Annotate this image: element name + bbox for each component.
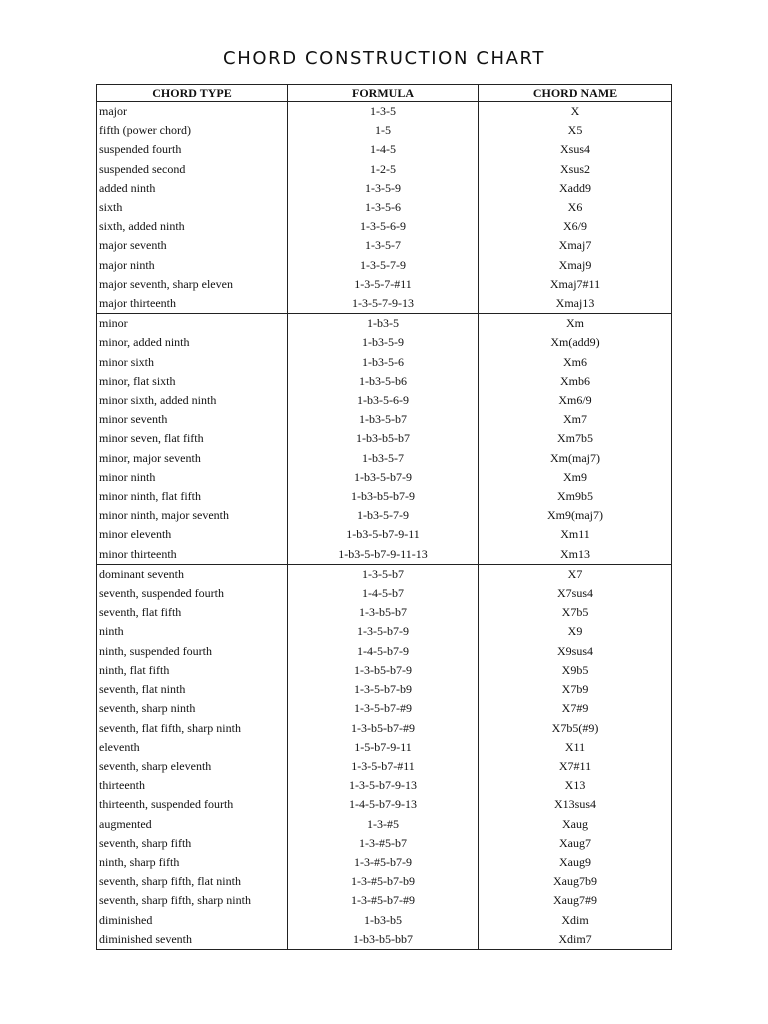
formula-cell: 1-b3-5-7-9 bbox=[288, 506, 479, 525]
chord-type-cell: suspended fourth bbox=[97, 140, 288, 159]
chord-name-cell: Xdim7 bbox=[479, 930, 672, 950]
chord-type-cell: seventh, sharp fifth bbox=[97, 834, 288, 853]
chord-name-cell: Xmb6 bbox=[479, 372, 672, 391]
chord-type-cell: seventh, flat fifth bbox=[97, 603, 288, 622]
formula-cell: 1-3-5-7-#11 bbox=[288, 275, 479, 294]
chord-type-cell: minor eleventh bbox=[97, 525, 288, 544]
chord-type-cell: suspended second bbox=[97, 160, 288, 179]
table-row bbox=[97, 834, 672, 853]
formula-cell: 1-b3-5-b7-9 bbox=[288, 468, 479, 487]
formula-cell: 1-b3-5-7 bbox=[288, 449, 479, 468]
chord-name-cell: X9sus4 bbox=[479, 642, 672, 661]
formula-cell: 1-b3-5 bbox=[288, 314, 479, 334]
table-row bbox=[97, 487, 672, 506]
chord-type-cell: dominant seventh bbox=[97, 564, 288, 584]
chord-type-cell: seventh, sharp eleventh bbox=[97, 757, 288, 776]
chord-name-cell: Xadd9 bbox=[479, 179, 672, 198]
table-row bbox=[97, 449, 672, 468]
chord-name-cell: Xaug bbox=[479, 815, 672, 834]
chord-name-cell: X bbox=[479, 102, 672, 122]
table-row bbox=[97, 410, 672, 429]
chord-type-cell: minor, major seventh bbox=[97, 449, 288, 468]
table-row bbox=[97, 372, 672, 391]
chord-name-cell: X7#11 bbox=[479, 757, 672, 776]
table-row bbox=[97, 930, 672, 950]
chord-type-cell: major seventh, sharp eleven bbox=[97, 275, 288, 294]
table-row bbox=[97, 757, 672, 776]
formula-cell: 1-3-#5-b7-#9 bbox=[288, 891, 479, 910]
table-row bbox=[97, 853, 672, 872]
chord-table bbox=[96, 84, 672, 950]
chord-type-cell: diminished bbox=[97, 911, 288, 930]
table-row bbox=[97, 140, 672, 159]
formula-cell: 1-b3-b5 bbox=[288, 911, 479, 930]
chord-name-cell: Xm(maj7) bbox=[479, 449, 672, 468]
table-row bbox=[97, 275, 672, 294]
chord-name-cell: Xm9(maj7) bbox=[479, 506, 672, 525]
table-row bbox=[97, 680, 672, 699]
chord-type-cell: thirteenth bbox=[97, 776, 288, 795]
chord-type-cell: seventh, sharp fifth, flat ninth bbox=[97, 872, 288, 891]
formula-cell: 1-3-5-6 bbox=[288, 198, 479, 217]
major-chords-group bbox=[97, 102, 672, 314]
chord-type-cell: augmented bbox=[97, 815, 288, 834]
chord-name-cell: Xaug7#9 bbox=[479, 891, 672, 910]
chord-type-cell: sixth, added ninth bbox=[97, 217, 288, 236]
table-row bbox=[97, 468, 672, 487]
chord-type-cell: ninth, suspended fourth bbox=[97, 642, 288, 661]
chord-name-cell: Xsus2 bbox=[479, 160, 672, 179]
chord-name-cell: Xmaj7#11 bbox=[479, 275, 672, 294]
table-row bbox=[97, 217, 672, 236]
chord-name-cell: X7sus4 bbox=[479, 584, 672, 603]
formula-cell: 1-5-b7-9-11 bbox=[288, 738, 479, 757]
formula-cell: 1-3-#5 bbox=[288, 815, 479, 834]
formula-cell: 1-3-5-b7-#9 bbox=[288, 699, 479, 718]
table-row bbox=[97, 236, 672, 255]
chord-name-cell: X7 bbox=[479, 564, 672, 584]
formula-cell: 1-3-5-b7 bbox=[288, 564, 479, 584]
chord-type-cell: minor seventh bbox=[97, 410, 288, 429]
formula-cell: 1-3-5-7-9-13 bbox=[288, 294, 479, 314]
chord-type-cell: seventh, suspended fourth bbox=[97, 584, 288, 603]
chord-name-cell: X7b9 bbox=[479, 680, 672, 699]
formula-cell: 1-3-#5-b7 bbox=[288, 834, 479, 853]
formula-cell: 1-4-5-b7-9 bbox=[288, 642, 479, 661]
table-row bbox=[97, 333, 672, 352]
table-row bbox=[97, 545, 672, 565]
chord-type-cell: seventh, flat ninth bbox=[97, 680, 288, 699]
chord-name-cell: Xm6/9 bbox=[479, 391, 672, 410]
chord-type-cell: ninth, flat fifth bbox=[97, 661, 288, 680]
chord-type-cell: ninth, sharp fifth bbox=[97, 853, 288, 872]
column-header-chord-name: CHORD NAME bbox=[479, 85, 672, 102]
chord-type-cell: major seventh bbox=[97, 236, 288, 255]
table-row bbox=[97, 160, 672, 179]
formula-cell: 1-b3-5-b6 bbox=[288, 372, 479, 391]
formula-cell: 1-3-b5-b7-#9 bbox=[288, 719, 479, 738]
formula-cell: 1-3-#5-b7-9 bbox=[288, 853, 479, 872]
table-row bbox=[97, 429, 672, 448]
chord-type-cell: seventh, flat fifth, sharp ninth bbox=[97, 719, 288, 738]
formula-cell: 1-3-5-9 bbox=[288, 179, 479, 198]
chord-name-cell: X13 bbox=[479, 776, 672, 795]
chord-name-cell: X6 bbox=[479, 198, 672, 217]
chord-name-cell: Xaug7b9 bbox=[479, 872, 672, 891]
chord-name-cell: Xmaj7 bbox=[479, 236, 672, 255]
chord-type-cell: minor ninth bbox=[97, 468, 288, 487]
formula-cell: 1-3-b5-b7-9 bbox=[288, 661, 479, 680]
chord-name-cell: X7#9 bbox=[479, 699, 672, 718]
table-row bbox=[97, 776, 672, 795]
formula-cell: 1-3-#5-b7-b9 bbox=[288, 872, 479, 891]
chord-type-cell: major bbox=[97, 102, 288, 122]
chord-name-cell: X13sus4 bbox=[479, 795, 672, 814]
chord-name-cell: Xm7 bbox=[479, 410, 672, 429]
chord-name-cell: X11 bbox=[479, 738, 672, 757]
chord-type-cell: minor, added ninth bbox=[97, 333, 288, 352]
formula-cell: 1-b3-5-b7 bbox=[288, 410, 479, 429]
chord-name-cell: Xm13 bbox=[479, 545, 672, 565]
header-row bbox=[97, 85, 672, 102]
table-row bbox=[97, 564, 672, 584]
chord-name-cell: Xm9 bbox=[479, 468, 672, 487]
chord-name-cell: Xm9b5 bbox=[479, 487, 672, 506]
formula-cell: 1-3-5-b7-9-13 bbox=[288, 776, 479, 795]
formula-cell: 1-b3-b5-b7 bbox=[288, 429, 479, 448]
formula-cell: 1-3-b5-b7 bbox=[288, 603, 479, 622]
table-row bbox=[97, 506, 672, 525]
table-row bbox=[97, 102, 672, 122]
chord-type-cell: added ninth bbox=[97, 179, 288, 198]
chord-type-cell: seventh, sharp ninth bbox=[97, 699, 288, 718]
table-row bbox=[97, 622, 672, 641]
table-row bbox=[97, 584, 672, 603]
table-row bbox=[97, 719, 672, 738]
formula-cell: 1-b3-5-6-9 bbox=[288, 391, 479, 410]
chord-name-cell: Xaug7 bbox=[479, 834, 672, 853]
chord-type-cell: ninth bbox=[97, 622, 288, 641]
chord-type-cell: major thirteenth bbox=[97, 294, 288, 314]
table-row bbox=[97, 256, 672, 275]
chord-type-cell: fifth (power chord) bbox=[97, 121, 288, 140]
chord-name-cell: Xaug9 bbox=[479, 853, 672, 872]
table-row bbox=[97, 294, 672, 314]
formula-cell: 1-4-5-b7 bbox=[288, 584, 479, 603]
table-row bbox=[97, 699, 672, 718]
chord-name-cell: X5 bbox=[479, 121, 672, 140]
chord-name-cell: Xm11 bbox=[479, 525, 672, 544]
chord-type-cell: sixth bbox=[97, 198, 288, 217]
formula-cell: 1-3-5-b7-#11 bbox=[288, 757, 479, 776]
formula-cell: 1-b3-5-b7-9-11-13 bbox=[288, 545, 479, 565]
table-row bbox=[97, 353, 672, 372]
formula-cell: 1-b3-5-b7-9-11 bbox=[288, 525, 479, 544]
table-row bbox=[97, 911, 672, 930]
chord-type-cell: diminished seventh bbox=[97, 930, 288, 950]
formula-cell: 1-3-5-7 bbox=[288, 236, 479, 255]
formula-cell: 1-4-5-b7-9-13 bbox=[288, 795, 479, 814]
formula-cell: 1-2-5 bbox=[288, 160, 479, 179]
column-header-formula: FORMULA bbox=[288, 85, 479, 102]
chord-type-cell: minor sixth bbox=[97, 353, 288, 372]
chord-name-cell: X7b5 bbox=[479, 603, 672, 622]
chord-name-cell: X7b5(#9) bbox=[479, 719, 672, 738]
formula-cell: 1-b3-b5-bb7 bbox=[288, 930, 479, 950]
chord-type-cell: minor ninth, flat fifth bbox=[97, 487, 288, 506]
formula-cell: 1-3-5-7-9 bbox=[288, 256, 479, 275]
formula-cell: 1-4-5 bbox=[288, 140, 479, 159]
chord-name-cell: Xmaj13 bbox=[479, 294, 672, 314]
table-row bbox=[97, 795, 672, 814]
formula-cell: 1-3-5-b7-b9 bbox=[288, 680, 479, 699]
chord-name-cell: Xmaj9 bbox=[479, 256, 672, 275]
chord-name-cell: Xm7b5 bbox=[479, 429, 672, 448]
table-row bbox=[97, 661, 672, 680]
formula-cell: 1-3-5-6-9 bbox=[288, 217, 479, 236]
table-row bbox=[97, 872, 672, 891]
dominant-chords-group bbox=[97, 564, 672, 949]
table-row bbox=[97, 121, 672, 140]
chord-name-cell: X9 bbox=[479, 622, 672, 641]
table-row bbox=[97, 642, 672, 661]
table-row bbox=[97, 179, 672, 198]
formula-cell: 1-3-5 bbox=[288, 102, 479, 122]
page-title: CHORD CONSTRUCTION CHART bbox=[223, 48, 545, 69]
formula-cell: 1-b3-5-6 bbox=[288, 353, 479, 372]
table-row bbox=[97, 603, 672, 622]
chord-name-cell: Xm bbox=[479, 314, 672, 334]
formula-cell: 1-b3-b5-b7-9 bbox=[288, 487, 479, 506]
chord-type-cell: eleventh bbox=[97, 738, 288, 757]
chord-type-cell: minor seven, flat fifth bbox=[97, 429, 288, 448]
minor-chords-group bbox=[97, 314, 672, 565]
table-row bbox=[97, 738, 672, 757]
table-row bbox=[97, 314, 672, 334]
chord-type-cell: minor thirteenth bbox=[97, 545, 288, 565]
chord-name-cell: Xm(add9) bbox=[479, 333, 672, 352]
chord-type-cell: major ninth bbox=[97, 256, 288, 275]
chord-type-cell: seventh, sharp fifth, sharp ninth bbox=[97, 891, 288, 910]
chord-type-cell: minor bbox=[97, 314, 288, 334]
column-header-chord-type: CHORD TYPE bbox=[97, 85, 288, 102]
table-row bbox=[97, 391, 672, 410]
chord-type-cell: minor ninth, major seventh bbox=[97, 506, 288, 525]
chord-type-cell: minor, flat sixth bbox=[97, 372, 288, 391]
formula-cell: 1-b3-5-9 bbox=[288, 333, 479, 352]
table-row bbox=[97, 198, 672, 217]
chord-type-cell: thirteenth, suspended fourth bbox=[97, 795, 288, 814]
chord-name-cell: Xsus4 bbox=[479, 140, 672, 159]
table-row bbox=[97, 891, 672, 910]
chord-name-cell: X9b5 bbox=[479, 661, 672, 680]
table-row bbox=[97, 525, 672, 544]
table-row bbox=[97, 815, 672, 834]
chord-name-cell: Xdim bbox=[479, 911, 672, 930]
formula-cell: 1-5 bbox=[288, 121, 479, 140]
formula-cell: 1-3-5-b7-9 bbox=[288, 622, 479, 641]
chord-type-cell: minor sixth, added ninth bbox=[97, 391, 288, 410]
chord-name-cell: Xm6 bbox=[479, 353, 672, 372]
chord-name-cell: X6/9 bbox=[479, 217, 672, 236]
